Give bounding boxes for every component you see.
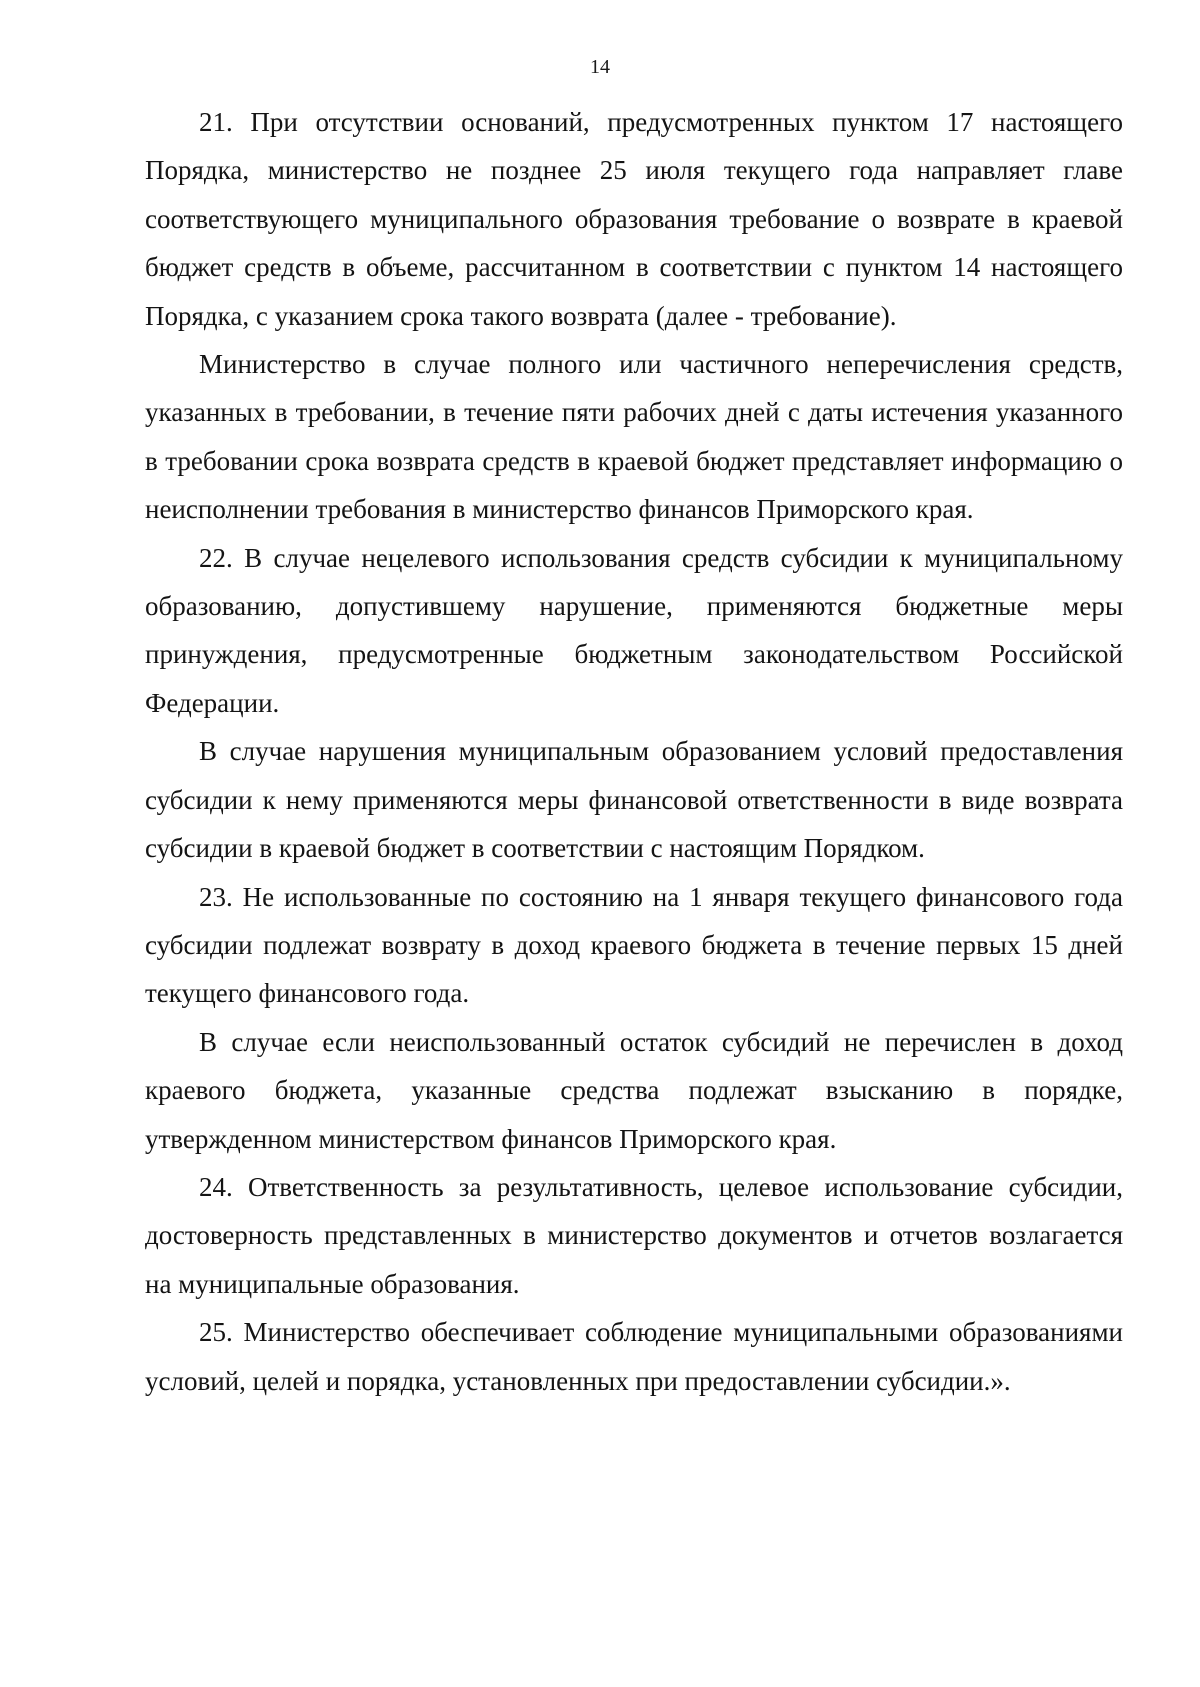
page-number: 14 [590, 56, 610, 78]
paragraph-23-continued: В случае если неиспользованный остаток субсидий не перечислен в доход краевого бюджета, указанные средства подлежат взысканию в порядке, утвержденном министерством финансов Приморского края. [145, 1026, 1123, 1154]
paragraph-21-continued: Министерство в случае полного или частичного неперечисления средств, указанных в требовании, в течение пяти рабочих дней с даты истечения указанного в требовании срока возврата средств в краевой бюджет представляет информацию о неисполнении требования в министерство финансов Приморского края. [145, 349, 1123, 525]
paragraph-24: 24. Ответственность за результативность, целевое использование субсидии, достоверность представленных в министерство документов и отчетов возлагается на муниципальные образования. [145, 1171, 1123, 1299]
paragraph-23: 23. Не использованные по состоянию на 1 января текущего финансового года субсидии подлежат возврату в доход краевого бюджета в течение первых 15 дней текущего финансового года. [145, 881, 1123, 1009]
paragraph-25: 25. Министерство обеспечивает соблюдение муниципальными образованиями условий, целей и порядка, установленных при предоставлении субсидии.». [145, 1317, 1123, 1396]
paragraph-22-continued: В случае нарушения муниципальным образованием условий предоставления субсидии к нему применяются меры финансовой ответственности в виде возврата субсидии в краевой бюджет в соответствии с настоящим Порядком. [145, 736, 1123, 864]
document-body [145, 98, 1123, 1405]
paragraph-21: 21. При отсутствии оснований, предусмотренных пунктом 17 настоящего Порядка, министерство не позднее 25 июля текущего года направляет главе соответствующего муниципального образования требование о возврате в краевой бюджет средств в объеме, рассчитанном в соответствии с пунктом 14 настоящего Порядка, с указанием срока такого возврата (далее - требование). [145, 107, 1123, 331]
paragraph-22: 22. В случае нецелевого использования средств субсидии к муниципальному образованию, допустившему нарушение, применяются бюджетные меры принуждения, предусмотренные бюджетным законодательством Российской Федерации. [145, 542, 1123, 718]
